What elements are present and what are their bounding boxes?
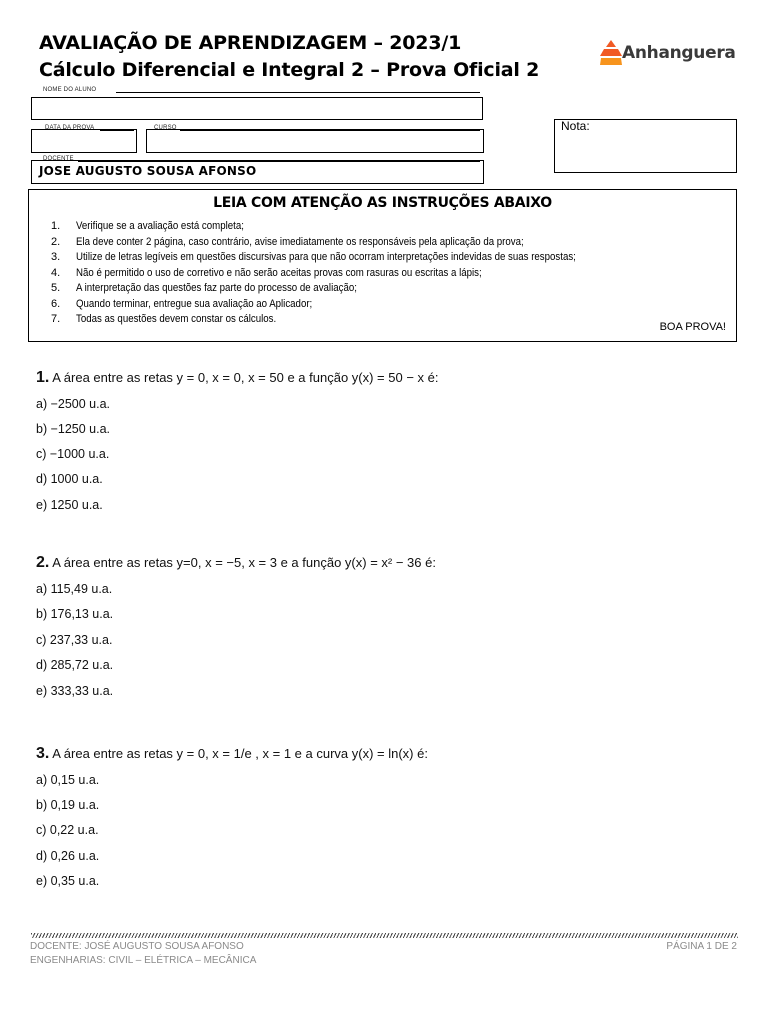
instruction-number: 6. bbox=[51, 297, 61, 310]
answer-option[interactable]: e) 1250 u.a. bbox=[36, 498, 103, 512]
nome-aluno-rule bbox=[116, 92, 480, 93]
instruction-number: 4. bbox=[51, 266, 61, 279]
docente-name: JOSE AUGUSTO SOUSA AFONSO bbox=[39, 164, 257, 178]
answer-option[interactable]: d) 1000 u.a. bbox=[36, 472, 103, 486]
instruction-number: 7. bbox=[51, 313, 61, 325]
question-number: 2. bbox=[36, 554, 50, 571]
answer-option[interactable]: c) −1000 u.a. bbox=[36, 447, 110, 461]
instruction-number: 2. bbox=[51, 235, 61, 248]
footer-cursos: ENGENHARIAS: CIVIL – ELÉTRICA – MECÂNICA bbox=[30, 955, 257, 966]
question-3 bbox=[36, 745, 428, 763]
answer-option[interactable]: e) 0,35 u.a. bbox=[36, 874, 100, 888]
curso-field[interactable] bbox=[146, 129, 484, 153]
instruction-item bbox=[51, 250, 644, 266]
instruction-item bbox=[51, 266, 644, 282]
answer-option[interactable]: e) 333,33 u.a. bbox=[36, 684, 114, 698]
instruction-item bbox=[51, 281, 644, 297]
answer-option[interactable]: a) 115,49 u.a. bbox=[36, 582, 113, 596]
answer-option[interactable]: d) 0,26 u.a. bbox=[36, 849, 100, 863]
instruction-text: Verifique se a avaliação está completa; bbox=[76, 220, 244, 232]
answer-option[interactable]: a) −2500 u.a. bbox=[36, 397, 111, 411]
exam-subtitle: Cálculo Diferencial e Integral 2 – Prova Oficial 2 bbox=[39, 59, 540, 81]
instruction-number: 5. bbox=[51, 282, 61, 294]
instruction-item bbox=[51, 235, 644, 251]
answer-option[interactable]: c) 237,33 u.a. bbox=[36, 633, 113, 647]
exam-title: AVALIAÇÃO DE APRENDIZAGEM – 2023/1 bbox=[39, 32, 462, 54]
boa-prova-text: BOA PROVA! bbox=[659, 321, 726, 333]
footer-divider bbox=[31, 933, 738, 938]
data-prova-label: DATA DA PROVA bbox=[45, 125, 95, 131]
instruction-number: 1. bbox=[51, 220, 61, 232]
instruction-item bbox=[51, 312, 644, 328]
instructions-list bbox=[51, 219, 644, 328]
answer-option[interactable]: c) 0,22 u.a. bbox=[36, 823, 99, 837]
instruction-item bbox=[51, 297, 644, 313]
brand-name: Anhanguera bbox=[622, 43, 736, 63]
question-1 bbox=[36, 369, 439, 387]
docente-label: DOCENTE bbox=[43, 156, 74, 162]
brand-logo bbox=[600, 40, 750, 70]
question-text: A área entre as retas y=0, x = −5, x = 3 e a função y(x) = x² − 36 é: bbox=[49, 555, 436, 570]
answer-option[interactable]: b) 176,13 u.a. bbox=[36, 607, 114, 621]
instruction-number: 3. bbox=[51, 251, 61, 263]
answer-option[interactable]: b) 0,19 u.a. bbox=[36, 798, 100, 812]
instructions-box bbox=[28, 189, 737, 342]
instruction-text: Utilize de letras legíveis em questões discursivas para que não ocorram interpretações indevidas de suas respostas; bbox=[76, 251, 576, 263]
answer-option[interactable]: a) 0,15 u.a. bbox=[36, 773, 100, 787]
instruction-text: Ela deve conter 2 página, caso contrário, avise imediatamente os responsáveis pela aplicação da prova; bbox=[76, 235, 524, 248]
data-prova-field[interactable] bbox=[31, 129, 137, 153]
answer-option[interactable]: d) 285,72 u.a. bbox=[36, 658, 114, 672]
instruction-item bbox=[51, 219, 644, 235]
footer-docente: DOCENTE: JOSÉ AUGUSTO SOUSA AFONSO bbox=[30, 941, 244, 952]
instruction-text: Quando terminar, entregue sua avaliação ao Aplicador; bbox=[76, 297, 313, 310]
curso-label: CURSO bbox=[154, 125, 177, 131]
nota-label: Nota: bbox=[561, 119, 590, 133]
instruction-text: Não é permitido o uso de corretivo e não serão aceitas provas com rasuras ou escritas a lápis; bbox=[76, 266, 482, 279]
anhanguera-logo-icon bbox=[600, 40, 622, 66]
answer-option[interactable]: b) −1250 u.a. bbox=[36, 422, 111, 436]
instructions-title: LEIA COM ATENÇÃO AS INSTRUÇÕES ABAIXO bbox=[213, 195, 552, 211]
instruction-text: Todas as questões devem constar os cálculos. bbox=[76, 313, 277, 325]
footer-page-number: PÁGINA 1 DE 2 bbox=[666, 941, 737, 952]
question-2 bbox=[36, 554, 436, 572]
nome-aluno-field[interactable] bbox=[31, 97, 483, 120]
instruction-text: A interpretação das questões faz parte do processo de avaliação; bbox=[76, 282, 357, 294]
question-text: A área entre as retas y = 0, x = 1/e , x = 1 e a curva y(x) = ln(x) é: bbox=[49, 746, 428, 761]
question-text: A área entre as retas y = 0, x = 0, x = 50 e a função y(x) = 50 − x é: bbox=[49, 370, 439, 385]
question-number: 3. bbox=[36, 745, 50, 762]
nome-aluno-label: NOME DO ALUNO bbox=[43, 87, 97, 93]
question-number: 1. bbox=[36, 369, 50, 386]
